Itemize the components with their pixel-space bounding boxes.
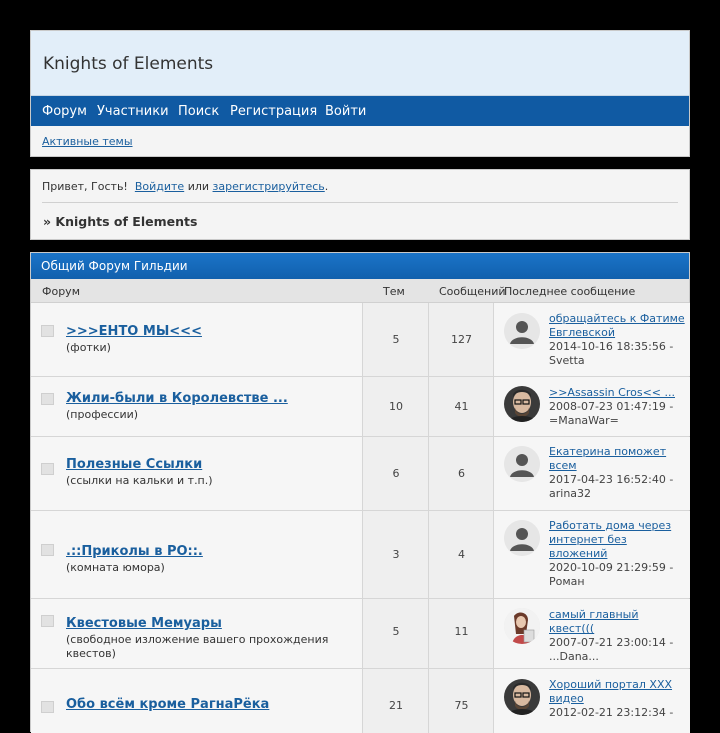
nav-forum[interactable]: Форум: [42, 104, 87, 119]
topics-cell: [362, 303, 429, 376]
header: [30, 30, 690, 157]
posts-count: 6: [458, 467, 465, 480]
forum-title-link[interactable]: >>>ЕНТО МЫ<<<: [66, 324, 202, 339]
forum-cell: [31, 669, 362, 733]
sub-nav: [31, 126, 689, 157]
forum-cell: [31, 599, 362, 668]
last-post-info: [549, 608, 685, 664]
last-post-link[interactable]: Хороший портал XXX видео: [549, 678, 673, 705]
topics-cell: [362, 599, 429, 668]
forum-description: (комната юмора): [66, 561, 165, 574]
forum-description: (ссылки на кальки и т.п.): [66, 474, 213, 487]
topics-cell: [362, 669, 429, 733]
posts-count: 127: [451, 333, 472, 346]
active-topics-link[interactable]: Активные темы: [42, 135, 133, 148]
forum-title-link[interactable]: Обо всём кроме РагнаРёка: [66, 697, 270, 712]
main-nav: [31, 96, 689, 126]
posts-cell: [428, 599, 494, 668]
last-post-link[interactable]: Работать дома через интернет без вложений: [549, 519, 672, 560]
last-post-link[interactable]: Екатерина поможет всем: [549, 445, 667, 472]
forum-title-link[interactable]: Полезные Ссылки: [66, 457, 203, 472]
forum-title-link[interactable]: .::Приколы в РО::.: [66, 544, 203, 559]
nav-search[interactable]: Поиск: [178, 104, 220, 119]
forum-status-icon: [41, 544, 54, 556]
welcome-line: [42, 180, 328, 193]
topics-cell: [362, 377, 429, 436]
topics-cell: [362, 437, 429, 510]
forum-row: [31, 599, 689, 669]
last-post-cell: [493, 377, 690, 436]
forum-status-icon: [41, 701, 54, 713]
forum-title-link[interactable]: Жили-были в Королевстве ...: [66, 391, 288, 406]
last-post-cell: [493, 437, 690, 510]
forum-title-link[interactable]: Квестовые Мемуары: [66, 616, 222, 631]
last-post-info: [549, 386, 685, 428]
last-post-info: [549, 312, 685, 368]
topics-count: 10: [389, 400, 403, 413]
period-text: .: [324, 180, 329, 193]
nav-register[interactable]: Регистрация: [230, 104, 318, 119]
welcome-box: [30, 169, 690, 240]
nav-login[interactable]: Войти: [325, 104, 367, 119]
posts-cell: [428, 669, 494, 733]
last-post-link[interactable]: >>Assassin Cros<< ...: [549, 386, 675, 399]
or-text: или: [187, 180, 210, 193]
forum-cell: [31, 303, 362, 376]
last-post-meta: 2020-10-09 21:29:59 - Роман: [549, 561, 674, 588]
last-post-cell: [493, 669, 690, 733]
forum-row: [31, 303, 689, 377]
forum-description: (фотки): [66, 341, 111, 354]
forum-status-icon: [41, 463, 54, 475]
breadcrumb: » Knights of Elements: [43, 214, 198, 229]
forum-status-icon: [41, 615, 54, 627]
last-post-meta: 2007-07-21 23:00:14 - ...Dana...: [549, 636, 674, 663]
last-post-meta: 2017-04-23 16:52:40 - arina32: [549, 473, 674, 500]
posts-count: 41: [454, 400, 469, 413]
topics-count: 5: [392, 333, 400, 346]
forum-status-icon: [41, 393, 54, 405]
category-header: [31, 253, 689, 279]
posts-count: 75: [454, 699, 469, 712]
column-headers: [31, 279, 689, 303]
divider: [42, 202, 678, 203]
user-avatar-icon: [504, 386, 540, 422]
user-avatar-icon: [504, 608, 540, 644]
greeting-text: Привет, Гость!: [42, 180, 128, 193]
last-post-info: [549, 519, 685, 589]
forum-description: (профессии): [66, 408, 139, 421]
site-banner: [31, 31, 689, 96]
topics-count: 3: [392, 548, 400, 561]
default-avatar-icon: [504, 313, 540, 349]
topics-count: 21: [389, 699, 403, 712]
posts-cell: [428, 437, 494, 510]
forum-row: [31, 377, 689, 437]
forum-description: (свободное изложение вашего прохождения квестов): [66, 633, 329, 660]
posts-count: 4: [458, 548, 465, 561]
posts-count: 11: [454, 625, 469, 638]
forum-row: [31, 511, 689, 599]
posts-cell: [428, 303, 494, 376]
login-link[interactable]: Войдите: [134, 180, 185, 193]
category-title: Общий Форум Гильдии: [41, 259, 188, 273]
forum-cell: [31, 437, 362, 510]
posts-cell: [428, 511, 494, 598]
default-avatar-icon: [504, 446, 540, 482]
register-link[interactable]: зарегистрируйтесь: [212, 180, 325, 193]
posts-cell: [428, 377, 494, 436]
last-post-meta: 2014-10-16 18:35:56 - Svetta: [549, 340, 674, 367]
nav-members[interactable]: Участники: [97, 104, 169, 119]
col-last-post: Последнее сообщение: [504, 285, 636, 298]
col-forum: Форум: [42, 285, 80, 298]
topics-count: 6: [392, 467, 400, 480]
col-posts: Сообщений: [439, 285, 506, 298]
site-title: Knights of Elements: [43, 54, 214, 74]
forum-cell: [31, 511, 362, 598]
forum-row: [31, 437, 689, 511]
last-post-meta: 2008-07-23 01:47:19 - =ManaWar=: [549, 400, 674, 427]
last-post-link[interactable]: обращайтесь к Фатиме Евглевской: [549, 312, 685, 339]
col-topics: Тем: [383, 285, 405, 298]
last-post-info: [549, 445, 685, 501]
last-post-meta: 2012-02-21 23:12:34 -: [549, 706, 674, 719]
last-post-cell: [493, 303, 690, 376]
last-post-cell: [493, 599, 690, 668]
user-avatar-icon: [504, 679, 540, 715]
last-post-link[interactable]: самый главный квест(((: [549, 608, 639, 635]
last-post-cell: [493, 511, 690, 598]
forum-row: [31, 669, 689, 733]
topics-count: 5: [392, 625, 400, 638]
default-avatar-icon: [504, 520, 540, 556]
last-post-info: [549, 678, 685, 720]
forum-cell: [31, 377, 362, 436]
forum-status-icon: [41, 325, 54, 337]
topics-cell: [362, 511, 429, 598]
forum-category: [30, 252, 690, 732]
